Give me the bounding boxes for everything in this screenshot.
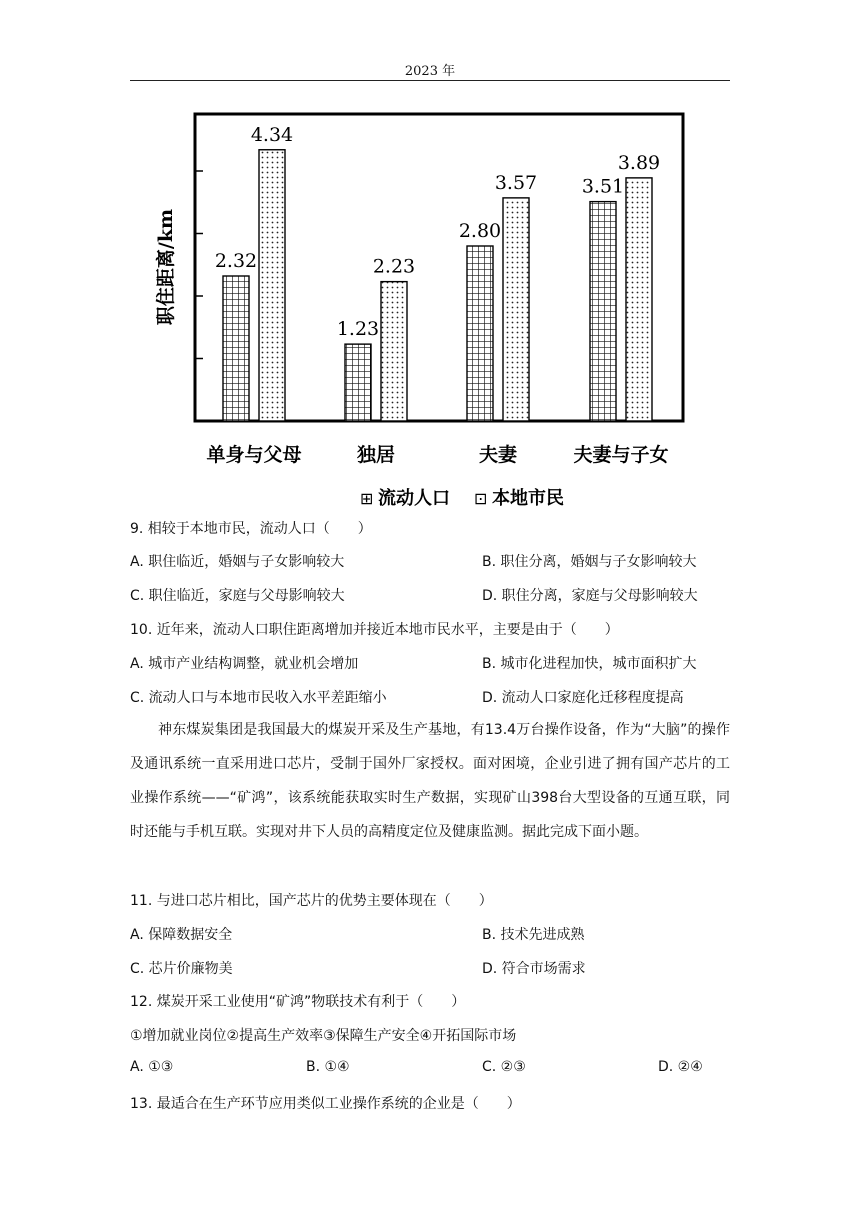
bar-floating-3	[590, 202, 616, 421]
question-10-option-a[interactable]: A. 城市产业结构调整，就业机会增加	[130, 656, 359, 672]
bar-label-local-3: 3.89	[617, 151, 661, 174]
bar-local-3	[626, 178, 652, 421]
question-11-option-c[interactable]: C. 芯片价廉物美	[130, 961, 233, 977]
bar-local-2	[503, 198, 529, 421]
question-10-option-c[interactable]: C. 流动人口与本地市民收入水平差距缩小	[130, 690, 387, 706]
legend-symbol-local: ⊡	[474, 489, 488, 508]
bar-floating-1	[345, 344, 371, 421]
bar-label-local-0: 4.34	[250, 123, 294, 146]
question-12-stem: 12. 煤炭开采工业使用“矿鸿”物联技术有利于（ ）	[130, 994, 466, 1010]
legend-label-floating: 流动人口	[378, 488, 450, 509]
x-category-label-2: 夫妻	[478, 444, 518, 466]
bar-label-floating-0: 2.32	[214, 250, 258, 272]
question-12-statements: ①增加就业岗位②提高生产效率③保障生产安全④开拓国际市场	[130, 1028, 517, 1044]
bar-label-floating-2: 2.80	[458, 220, 502, 242]
question-11-option-a[interactable]: A. 保障数据安全	[130, 927, 233, 943]
bar-label-local-2: 3.57	[494, 171, 538, 194]
question-11-stem: 11. 与进口芯片相比，国产芯片的优势主要体现在（ ）	[130, 893, 493, 909]
page-header: 2023 年	[404, 64, 456, 79]
question-12-option-b[interactable]: B. ①④	[306, 1059, 350, 1075]
legend-symbol-floating: ⊞	[360, 489, 374, 508]
bar-local-0	[259, 150, 285, 421]
y-axis-label: 职住距离/km	[155, 208, 177, 326]
x-category-label-3: 夫妻与子女	[573, 444, 669, 466]
question-11-option-d[interactable]: D. 符合市场需求	[482, 961, 586, 977]
question-9-option-c[interactable]: C. 职住临近，家庭与父母影响较大	[130, 588, 345, 604]
x-category-label-1: 独居	[356, 444, 396, 466]
question-9-option-b[interactable]: B. 职住分离，婚姻与子女影响较大	[482, 554, 697, 570]
question-13-stem: 13. 最适合在生产环节应用类似工业操作系统的企业是（ ）	[130, 1096, 521, 1112]
question-12-option-a[interactable]: A. ①③	[130, 1059, 174, 1075]
question-9-stem: 9. 相较于本地市民，流动人口（ ）	[130, 521, 372, 537]
question-10-option-d[interactable]: D. 流动人口家庭化迁移程度提高	[482, 690, 684, 706]
bar-floating-0	[223, 276, 249, 421]
legend-label-local: 本地市民	[492, 488, 564, 509]
x-category-label-0: 单身与父母	[206, 444, 302, 466]
question-12-option-c[interactable]: C. ②③	[482, 1059, 526, 1075]
bar-label-local-1: 2.23	[372, 255, 416, 278]
question-10-stem: 10. 近年来，流动人口职住距离增加并接近本地市民水平，主要是由于（ ）	[130, 622, 619, 638]
reading-passage: 神东煤炭集团是我国最大的煤炭开采及生产基地，有13.4万台操作设备，作为“大脑”的操作及通讯系统一直采用进口芯片，受制于国外厂家授权。面对困境，企业引进了拥有国产芯片的工业操作系统——“矿鸿”，该系统能获取实时生产数据，实现矿山398台大型设备的互通互联，同时还能与手机互联。实现对井下人员的高精度定位及健康监测。据此完成下面小题。	[130, 722, 730, 840]
question-10-option-b[interactable]: B. 城市化进程加快，城市面积扩大	[482, 656, 697, 672]
header-rule	[130, 80, 730, 81]
bar-label-floating-1: 1.23	[336, 318, 380, 341]
legend	[360, 487, 564, 509]
question-9-option-d[interactable]: D. 职住分离，家庭与父母影响较大	[482, 588, 698, 604]
bar-local-1	[381, 282, 407, 421]
question-9-option-a[interactable]: A. 职住临近，婚姻与子女影响较大	[130, 554, 345, 570]
bar-chart	[130, 95, 730, 515]
question-12-option-d[interactable]: D. ②④	[658, 1059, 703, 1075]
bar-label-floating-3: 3.51	[581, 175, 625, 198]
question-11-option-b[interactable]: B. 技术先进成熟	[482, 927, 585, 943]
bar-floating-2	[467, 246, 493, 421]
